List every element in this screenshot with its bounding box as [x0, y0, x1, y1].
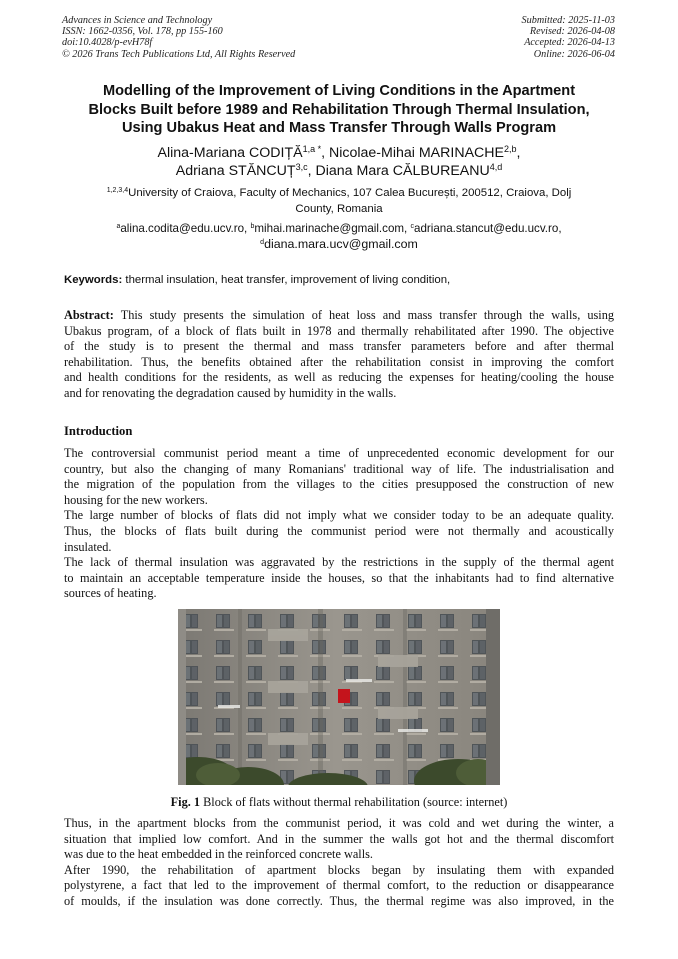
body-line: situation that implied low comfort. And in the summer the walls got hot and the thermal discomfort	[64, 831, 614, 846]
abstract-line: rehabilitation. Thus, the benefits obtained after the rehabilitation consist in improving the comfort	[64, 354, 614, 369]
email-sup: c	[410, 223, 414, 230]
doi: doi:10.4028/p-evH78f	[62, 37, 153, 49]
figure-caption	[64, 795, 614, 810]
author-separator: ,	[516, 145, 521, 161]
email-link[interactable]: diana.mara.ucv@gmail.com	[264, 236, 418, 251]
author-sup: 1,a *	[302, 144, 322, 154]
keywords-label: Keywords:	[64, 274, 123, 286]
abstract-line: of the study is to present the thermal and mass transfer parameters before and after thermal	[64, 339, 614, 354]
affiliation-line: University of Craiova, Faculty of Mechanics, 107 Calea București, 200512, Craiova, Dolj	[128, 187, 572, 199]
author-name: Alina-Mariana CODIȚĂ	[157, 145, 303, 161]
body-after-figure	[64, 816, 614, 910]
body-line: insulated.	[64, 539, 112, 554]
body-line: The large number of blocks of flats did not imply what we consider today to be an adequate quality.	[64, 508, 614, 523]
title-line: Blocks Built before 1989 and Rehabilitation Through Thermal Insulation,	[88, 101, 590, 118]
body-line: country, but also the changing of many Romanians' traditional way of life. The industrialisation and	[64, 461, 614, 476]
email-link[interactable]: alina.codita@edu.ucv.ro,	[120, 222, 251, 235]
keywords	[64, 273, 450, 287]
author-separator: ,	[321, 145, 329, 161]
abstract-line: Ubakus program, of a block of flats built in 1978 and thermally rehabilitated after 1990. The objective	[64, 323, 614, 338]
abstract-label: Abstract:	[64, 308, 114, 322]
email-link[interactable]: mihai.marinache@gmail.com,	[254, 222, 411, 235]
figure-caption-text: Block of flats without thermal rehabilitation (source: internet)	[200, 795, 508, 809]
body-line: of moulds, if the insulation was done correctly. Thus, the thermal regime was also improved, in the	[64, 893, 614, 908]
abstract-text: This study presents the simulation of heat loss and mass transfer through the walls, using	[113, 308, 614, 322]
body-line: the migration of the population from the villages to the cities presupposed the construction of new	[64, 477, 614, 492]
affiliation-line: County, Romania	[295, 202, 383, 215]
dates-info	[522, 15, 615, 60]
submitted-date: Submitted: 2025-11-03	[521, 15, 615, 26]
keywords-text: thermal insulation, heat transfer, improvement of living condition,	[122, 274, 451, 286]
introduction-body	[64, 446, 614, 602]
author-separator: ,	[307, 163, 316, 179]
author-sup: 4,d	[489, 162, 503, 172]
body-line: After 1990, the rehabilitation of apartment blocks began by insulating them with expanded	[64, 862, 614, 877]
issn: ISSN: 1662-0356, Vol. 178, pp 155-160	[62, 26, 223, 38]
author-emails	[40, 222, 638, 251]
body-line: The controversial communist period meant a time of unprecedented economic development for our	[64, 446, 614, 460]
body-line: Thus, the blocks of flats built during the communist period were not thermally and acoustically	[64, 523, 614, 538]
abstract-line: and health conditions for the residents, as well as reducing the expenses for heating/cooling the house	[64, 370, 614, 385]
title-line: Modelling of the Improvement of Living Conditions in the Apartment	[102, 83, 576, 99]
abstract	[64, 308, 614, 402]
affiliation-sup: 1,2,3,4	[106, 187, 129, 194]
body-line: was due to the heat embedded in the reinforced concrete walls.	[64, 847, 374, 862]
building-photo-illustration	[178, 609, 500, 785]
abstract-line: and for renovating the degradation caused by humidity in the walls.	[64, 385, 397, 400]
abstract-line	[64, 308, 614, 324]
author-name: Diana Mara CĂLBUREANU	[315, 163, 490, 179]
body-line: Thus, in the apartment blocks from the communist period, it was cold and wet during the winter, a	[64, 816, 614, 830]
author-sup: 2,b	[504, 144, 517, 154]
journal-name: Advances in Science and Technology	[62, 15, 213, 26]
revised-date: Revised: 2026-04-08	[529, 26, 615, 38]
author-sup: 3,c	[295, 162, 308, 172]
copyright: © 2026 Trans Tech Publications Ltd, All Rights Reserved	[62, 48, 296, 60]
body-line: housing for the new workers.	[64, 492, 208, 507]
email-link[interactable]: adriana.stancut@edu.ucv.ro,	[414, 222, 562, 235]
journal-info	[62, 15, 295, 60]
online-date: Online: 2026-06-04	[533, 48, 615, 60]
accepted-date: Accepted: 2026-04-13	[524, 37, 615, 49]
figure-photo-block-of-flats	[178, 609, 500, 785]
author-name: Adriana STĂNCUȚ	[175, 163, 296, 179]
email-sup: b	[250, 223, 255, 230]
figure-label: Fig. 1	[170, 795, 201, 809]
section-heading-introduction: Introduction	[64, 424, 133, 438]
body-line: The lack of thermal insulation was aggravated by the restrictions in the supply of the thermal agent	[64, 555, 614, 570]
email-sup: a	[116, 223, 121, 230]
body-line: polystyrene, a fact that led to the improvement of thermal comfort, to the reduction or disappearance	[64, 878, 614, 893]
affiliation	[40, 186, 638, 217]
body-line: to maintain an acceptable temperature inside the houses, so that the inhabitants had to find alternative	[64, 570, 614, 585]
author-name: Nicolae-Mihai MARINACHE	[328, 145, 505, 161]
paper-title	[40, 82, 638, 138]
title-line: Using Ubakus Heat and Mass Transfer Through Walls Program	[121, 120, 557, 137]
email-sup: d	[260, 238, 265, 246]
author-list	[40, 144, 638, 180]
body-line: sources of heating.	[64, 586, 157, 601]
